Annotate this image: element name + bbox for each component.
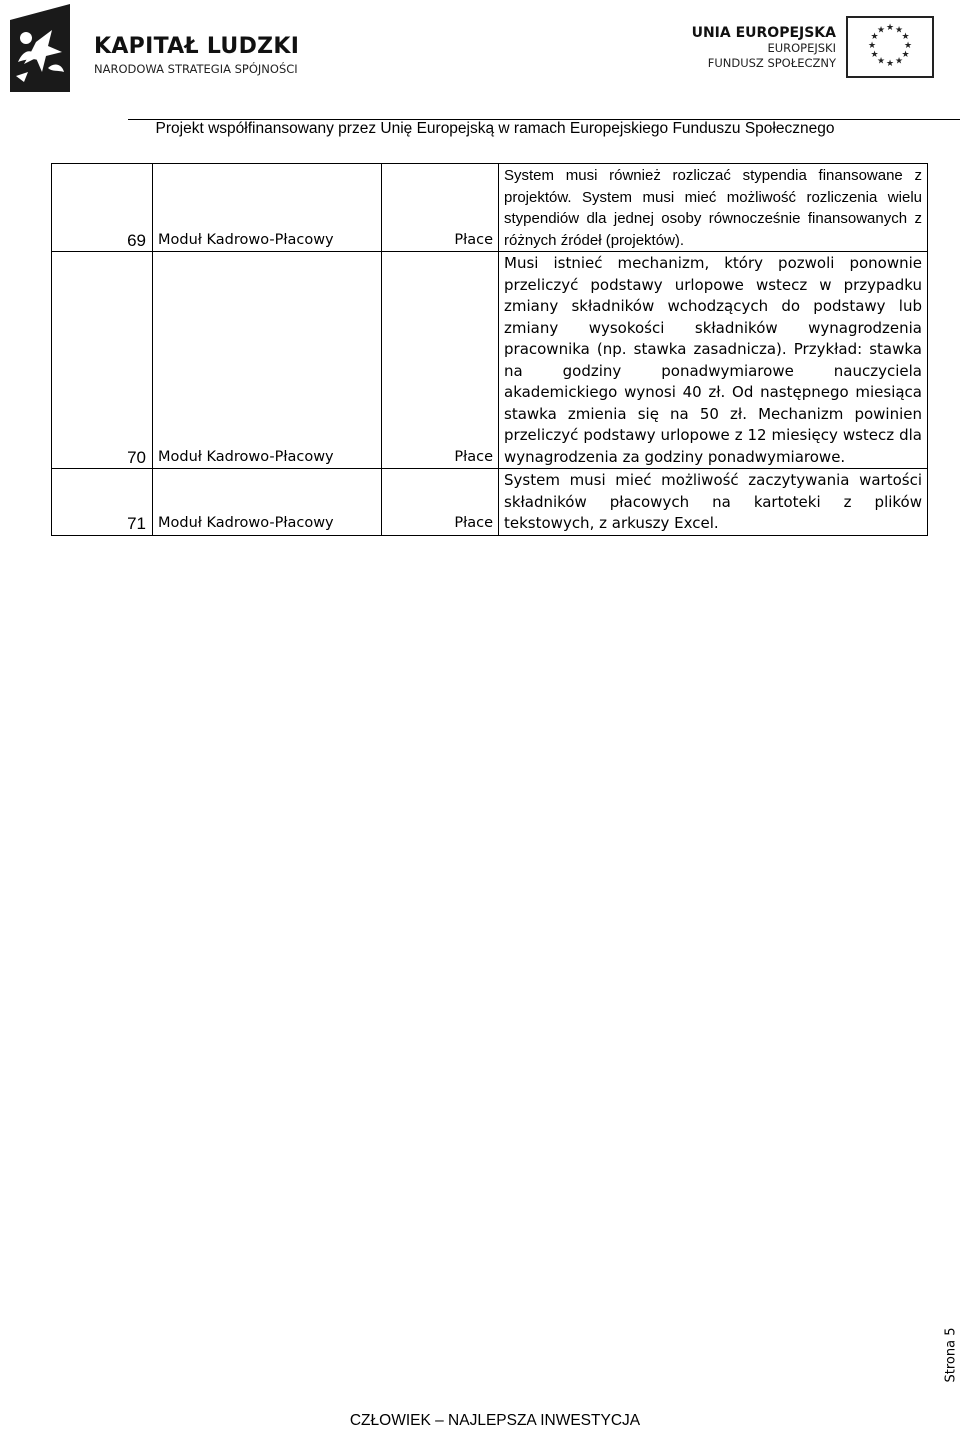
svg-text:★: ★ bbox=[870, 50, 879, 60]
eu-flag bbox=[846, 16, 934, 78]
svg-text:★: ★ bbox=[876, 25, 886, 36]
footer-slogan: CZŁOWIEK – NAJLEPSZA INWESTYCJA bbox=[349, 1412, 641, 1429]
page-number-label: Strona 5 bbox=[943, 1327, 959, 1383]
svg-text:★: ★ bbox=[901, 32, 910, 42]
row-description: Musi istnieć mechanizm, który pozwoli ponownie przeliczyć podstawy urlopowe wstecz w przypadku zmiany składników wchodzących do podstawy lub zmiany wysokości składników wynagrodzenia pracownika (np. stawka zasadnicza). Przykład: stawka na godziny ponadwymiarowe nauczyciela akademickiego wynosi 40 zł. Od następnego miesiąca stawka zmienia się na 50 zł. Mechanizm powinien przeliczyć podstawy urlopowe z 12 miesięcy wstecz dla wynagrodzenia za godziny ponadwymiarowe. bbox=[499, 252, 928, 469]
eu-logo-line2: EUROPEJSKI bbox=[767, 41, 836, 55]
row-number: 69 bbox=[52, 164, 153, 252]
eu-logo-line1: UNIA EUROPEJSKA bbox=[691, 25, 836, 41]
svg-text:★: ★ bbox=[901, 50, 910, 60]
kapital-ludzki-logo bbox=[8, 2, 300, 96]
eu-stars-icon bbox=[848, 18, 932, 76]
svg-text:★: ★ bbox=[885, 23, 895, 33]
svg-text:★: ★ bbox=[876, 56, 886, 67]
eu-logo-text bbox=[692, 26, 836, 71]
row-description: System musi również rozliczać stypendia finansowane z projektów. System musi mieć możliwość rozliczenia wielu stypendiów dla jednej osoby równocześnie finansowanych z różnych źródeł (projektów). bbox=[499, 164, 928, 252]
row-submodule: Płace bbox=[382, 469, 499, 536]
row-description: System musi mieć możliwość zaczytywania wartości składników płacowych na kartoteki z plików tekstowych, z arkuszy Excel. bbox=[499, 469, 928, 536]
kapital-ludzki-title: KAPITAŁ LUDZKI bbox=[94, 34, 300, 59]
table-row bbox=[52, 164, 928, 252]
row-number: 71 bbox=[52, 469, 153, 536]
kapital-ludzki-emblem-icon bbox=[8, 2, 74, 94]
eu-logo-line3: FUNDUSZ SPOŁECZNY bbox=[707, 56, 836, 70]
svg-text:★: ★ bbox=[894, 25, 904, 36]
eu-logo bbox=[691, 16, 936, 84]
svg-text:★: ★ bbox=[903, 41, 913, 51]
row-module: Moduł Kadrowo-Płacowy bbox=[153, 164, 382, 252]
row-submodule: Płace bbox=[382, 164, 499, 252]
svg-text:★: ★ bbox=[894, 56, 904, 67]
project-funding-text: Projekt współfinansowany przez Unię Europejską w ramach Europejskiego Funduszu Społecznego bbox=[155, 120, 835, 137]
row-module: Moduł Kadrowo-Płacowy bbox=[153, 469, 382, 536]
svg-text:★: ★ bbox=[885, 59, 895, 69]
table-row bbox=[52, 252, 928, 469]
row-number: 70 bbox=[52, 252, 153, 469]
svg-text:★: ★ bbox=[870, 32, 879, 42]
requirements-table bbox=[51, 163, 928, 536]
row-module: Moduł Kadrowo-Płacowy bbox=[153, 252, 382, 469]
row-submodule: Płace bbox=[382, 252, 499, 469]
svg-text:★: ★ bbox=[867, 41, 877, 51]
table-row bbox=[52, 469, 928, 536]
kapital-ludzki-subtitle: NARODOWA STRATEGIA SPÓJNOŚCI bbox=[94, 62, 298, 76]
